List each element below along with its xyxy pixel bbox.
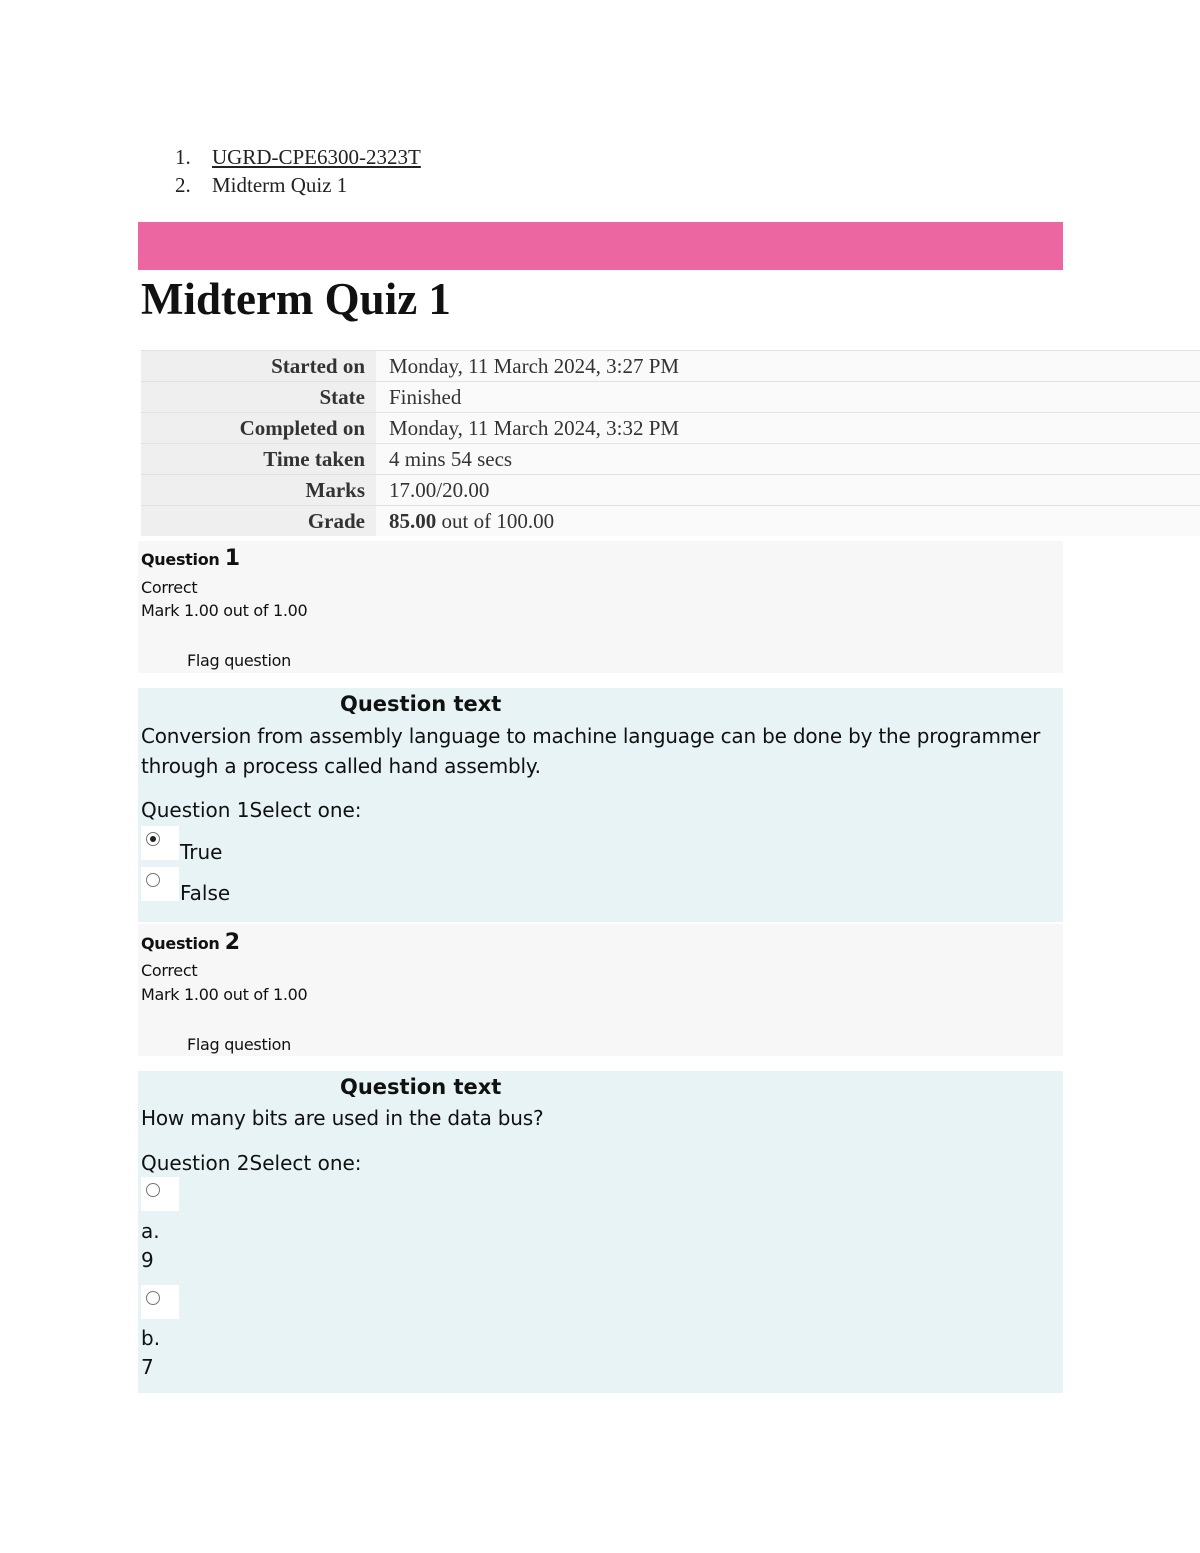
- summary-row-state: [141, 382, 1200, 413]
- summary-value: Monday, 11 March 2024, 3:32 PM: [376, 413, 1200, 444]
- question-number: Question 2: [141, 930, 240, 955]
- summary-value: Monday, 11 March 2024, 3:27 PM: [376, 351, 1200, 382]
- summary-value: [376, 506, 1200, 537]
- summary-row-completed-on: [141, 413, 1200, 444]
- question-2-info: [138, 924, 1063, 1056]
- breadcrumb-number: 1.: [175, 145, 191, 169]
- question-1-content: [138, 688, 1063, 922]
- answer-option-b-box: [141, 1285, 179, 1319]
- summary-label: Marks: [141, 475, 376, 506]
- breadcrumb-item-course: [175, 143, 421, 171]
- grade-score: 85.00: [389, 508, 437, 533]
- summary-row-started-on: [141, 351, 1200, 382]
- question-text-heading: Question text: [340, 692, 502, 716]
- breadcrumb: [175, 143, 421, 199]
- summary-row-time-taken: [141, 444, 1200, 475]
- header-accent-bar: [138, 222, 1063, 270]
- question-state: Correct: [141, 578, 198, 597]
- flag-question-label: Flag question: [187, 1035, 291, 1054]
- breadcrumb-link-course[interactable]: UGRD-CPE6300-2323T: [212, 145, 421, 169]
- breadcrumb-current: Midterm Quiz 1: [212, 173, 348, 197]
- answer-value-b[interactable]: 7: [141, 1355, 154, 1379]
- page-title: Midterm Quiz 1: [141, 274, 451, 324]
- radio-false[interactable]: [146, 873, 160, 887]
- summary-label: Grade: [141, 506, 376, 537]
- question-grade: Mark 1.00 out of 1.00: [141, 601, 308, 620]
- select-one-prompt: Question 1Select one:: [141, 798, 362, 822]
- answer-letter-b[interactable]: b.: [141, 1326, 161, 1350]
- flag-question-button[interactable]: [187, 1035, 291, 1054]
- radio-option-a[interactable]: [146, 1183, 160, 1197]
- summary-label: Time taken: [141, 444, 376, 475]
- select-one-prompt: Question 2Select one:: [141, 1151, 362, 1175]
- answer-option-false-box: [141, 867, 179, 901]
- answer-label-false[interactable]: False: [180, 881, 231, 905]
- answer-option-true-box: [141, 826, 179, 860]
- breadcrumb-number: 2.: [175, 173, 191, 197]
- attempt-summary-table: [141, 350, 1200, 536]
- question-text: Conversion from assembly language to machine language can be done by the programmer through a process called hand assembly.: [141, 724, 1041, 778]
- question-1-info: [138, 541, 1063, 673]
- radio-true[interactable]: [146, 832, 160, 846]
- answer-option-a-box: [141, 1177, 179, 1211]
- question-number: Question 1: [141, 546, 240, 571]
- flag-question-label: Flag question: [187, 651, 291, 670]
- summary-value: Finished: [376, 382, 1200, 413]
- summary-row-grade: [141, 506, 1200, 537]
- summary-row-marks: [141, 475, 1200, 506]
- question-2-content: [138, 1071, 1063, 1393]
- answer-label-true[interactable]: True: [180, 840, 223, 864]
- radio-option-b[interactable]: [146, 1291, 160, 1305]
- question-text-heading: Question text: [340, 1075, 502, 1099]
- question-grade: Mark 1.00 out of 1.00: [141, 985, 308, 1004]
- answer-value-a[interactable]: 9: [141, 1248, 154, 1272]
- answer-letter-a[interactable]: a.: [141, 1219, 160, 1243]
- summary-value: 17.00/20.00: [376, 475, 1200, 506]
- breadcrumb-item-quiz: [175, 171, 421, 199]
- grade-suffix: out of 100.00: [436, 508, 555, 533]
- summary-value: 4 mins 54 secs: [376, 444, 1200, 475]
- summary-label: State: [141, 382, 376, 413]
- flag-question-button[interactable]: [187, 651, 291, 670]
- summary-label: Started on: [141, 351, 376, 382]
- summary-label: Completed on: [141, 413, 376, 444]
- question-state: Correct: [141, 961, 198, 980]
- question-text: How many bits are used in the data bus?: [141, 1106, 544, 1130]
